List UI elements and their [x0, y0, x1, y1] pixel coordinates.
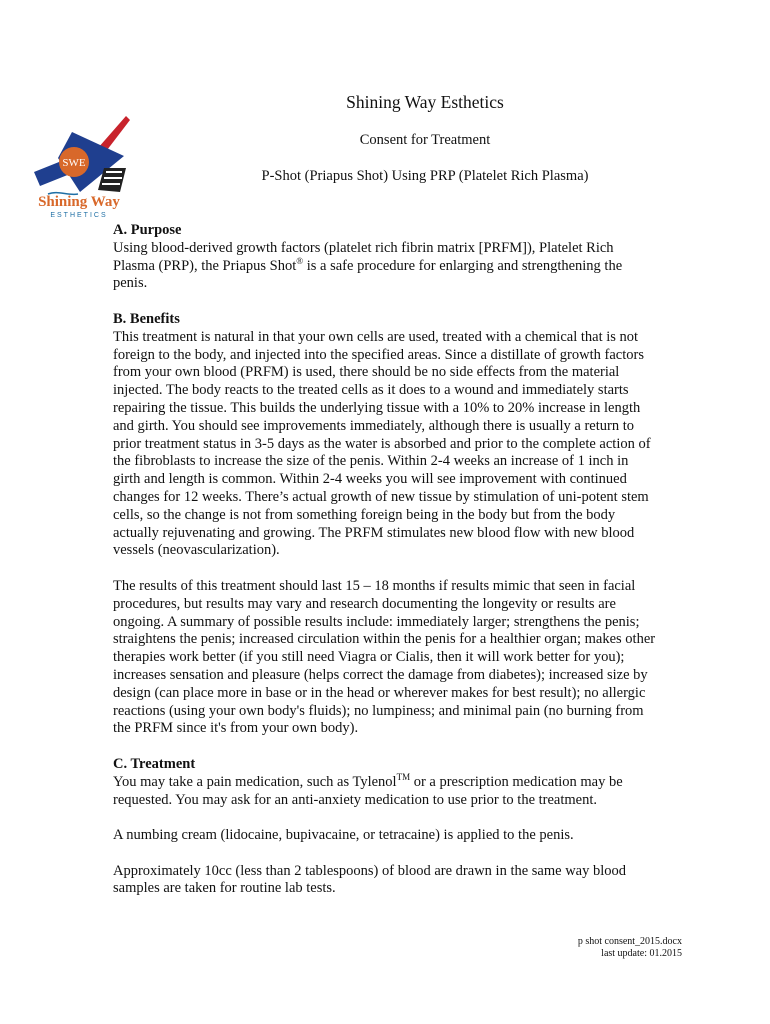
benefits-paragraph-2: The results of this treatment should last 15 – 18 months if results mimic that seen in facial procedures, but results may vary and research documenting the longevity or results are ongoing. A summary of possible results include: immediately larger; strengthens the penis; straightens the penis; increased circulation within the penis for a healthier organ; makes other therapies work better (if you still need Viagra or Cialis, then it will work better for you); increases sensation and pleasure (helps correct the damage from diabetes); increased size by design (can place more in base or in the head or wherever makes for best result); no allergic reactions (using your own body's fluids); no lumpiness; and minimal pain (no burning from the PRFM since it's from your own body).: [113, 577, 656, 737]
benefits-paragraph-1: This treatment is natural in that your own cells are used, treated with a chemical that is not foreign to the body, and injected into the specified areas. Since a distillate of growth factors from your own blood (PRFM) is used, there should be no side effects from the material injected. The body reacts to the treated cells as it does to a wound and immediately starts repairing the tissue. This builds the underlying tissue with a 10% to 20% increase in length and girth. You should see improvements immediately, although there is usually a return to prior treatment status in 3-5 days as the water is absorbed and prior to the complete action of the fibroblasts to increase the size of the penis. Within 2-4 weeks an increase of 1 inch in girth and length is common. Within 2-4 weeks you will see improvement with continued changes for 12 weeks. There’s actual growth of new tissue by stimulation of uni-potent stem cells, so the change is not from something foreign being in the body but from the body actually rejuvenating and growing. The PRFM stimulates new blood flow with new blood vessels (neovascularization).: [113, 328, 651, 559]
logo-monogram: SWE: [62, 157, 86, 169]
document-subtitle: Consent for Treatment: [359, 132, 491, 148]
document-title: Shining Way Esthetics: [346, 92, 504, 112]
treatment-paragraph-1: You may take a pain medication, such as Tylenol™ or a prescription medication may be requested. You may ask for an anti-anxiety medication to use prior to the treatment.: [113, 771, 623, 808]
logo-tagline: ESTHETICS: [50, 212, 108, 219]
benefits-heading: B. Benefits: [113, 310, 180, 327]
footer-last-update: last update: 01.2015: [601, 948, 682, 959]
treatment-heading: C. Treatment: [113, 755, 196, 772]
procedure-name: P-Shot (Priapus Shot) Using PRP (Platelet Rich Plasma): [261, 168, 589, 184]
treatment-paragraph-2: A numbing cream (lidocaine, bupivacaine, or tetracaine) is applied to the penis.: [113, 827, 574, 844]
registered-mark: ®: [296, 255, 304, 266]
document-body: [113, 222, 658, 898]
treatment-paragraph-3: Approximately 10cc (less than 2 tablespoons) of blood are drawn in the same way blood samples are taken for routine lab tests.: [113, 862, 627, 897]
document-footer: [578, 936, 682, 960]
trademark-mark: TM: [396, 771, 411, 782]
purpose-heading: A. Purpose: [113, 222, 182, 238]
purpose-paragraph: Using blood-derived growth factors (platelet rich fibrin matrix [PRFM]), Platelet Rich Plasma (PRP), the Priapus Shot® is a safe procedure for enlarging and strengthening the penis.: [113, 239, 623, 292]
logo-wordmark: Shining Way: [38, 194, 120, 210]
footer-filename: p shot consent_2015.docx: [577, 936, 682, 947]
